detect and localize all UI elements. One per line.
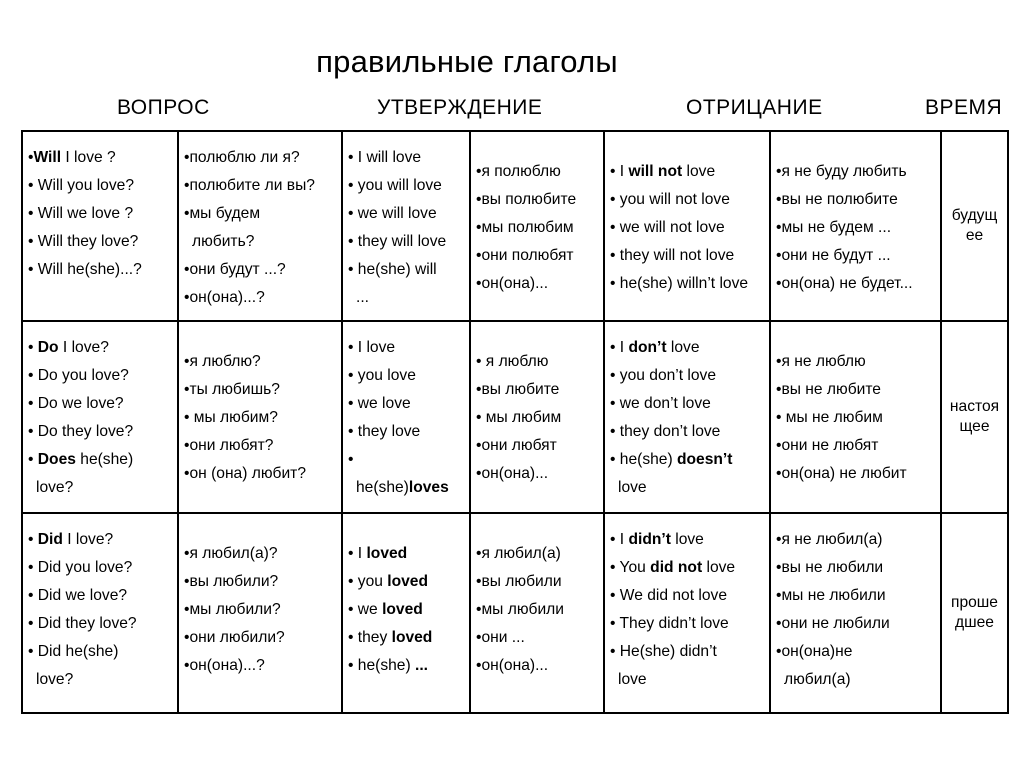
cell-line <box>610 446 769 474</box>
text: •они любят? <box>184 437 274 454</box>
text: he(she) <box>75 451 134 468</box>
cell-line <box>184 460 341 488</box>
cell-line <box>348 568 469 596</box>
text: • he(she) <box>610 451 677 468</box>
cell-line <box>28 446 177 474</box>
text: • Do we love? <box>28 395 124 412</box>
bold-text: Does <box>37 451 76 468</box>
text: • they will not love <box>610 247 735 264</box>
cell-line <box>184 404 341 432</box>
text: love? <box>36 479 74 496</box>
cell-line <box>776 666 940 694</box>
tense-line: ее <box>965 227 984 244</box>
text: любить? <box>192 233 255 250</box>
text: •вы любили <box>476 573 562 590</box>
cell-line <box>610 666 769 694</box>
cell-line <box>28 200 177 228</box>
text: • Do they love? <box>28 423 134 440</box>
tense-line: дшее <box>955 614 994 631</box>
text: • I <box>610 531 629 548</box>
text: •они любят <box>476 437 557 454</box>
bold-text: will not <box>628 163 683 180</box>
cell-line <box>184 172 341 200</box>
cell-negative-russian <box>770 131 941 321</box>
cell-line <box>476 348 603 376</box>
cell-affirmative-english <box>342 321 470 513</box>
bold-text: Do <box>37 339 59 356</box>
text: •он(она) не любит <box>776 465 907 482</box>
text: • Will we love ? <box>28 205 134 222</box>
text: • we <box>348 601 383 618</box>
cell-line <box>610 186 769 214</box>
text: • they will love <box>348 233 447 250</box>
text: love <box>618 479 647 496</box>
text: • you don’t love <box>610 367 717 384</box>
row-past <box>22 513 1008 713</box>
text: • he(she) will <box>348 261 437 278</box>
cell-line <box>28 666 177 694</box>
text: love? <box>36 671 74 688</box>
cell-line <box>184 432 341 460</box>
header-negative: ОТРИЦАНИЕ <box>686 96 823 119</box>
cell-line <box>610 582 769 610</box>
page-title: правильные глаголы <box>316 44 618 79</box>
cell-question-english <box>22 131 178 321</box>
cell-line <box>28 228 177 256</box>
bold-text: doesn’t <box>677 451 733 468</box>
text: •они не будут ... <box>776 247 891 264</box>
cell-question-russian <box>178 321 342 513</box>
text: • we will love <box>348 205 437 222</box>
cell-line <box>348 334 469 362</box>
text: • I will love <box>348 149 422 166</box>
text: • we don’t love <box>610 395 711 412</box>
cell-line <box>776 582 940 610</box>
cell-line <box>348 228 469 256</box>
text: • мы любим <box>476 409 562 426</box>
cell-line <box>776 242 940 270</box>
text: • Will you love? <box>28 177 134 194</box>
text: I love ? <box>61 149 116 166</box>
text: • they love <box>348 423 421 440</box>
tense-line: проше <box>951 594 998 611</box>
cell-line <box>348 390 469 418</box>
cell-line <box>28 554 177 582</box>
cell-line <box>28 418 177 446</box>
cell-line <box>610 638 769 666</box>
cell-line <box>184 540 341 568</box>
cell-line <box>348 624 469 652</box>
cell-line <box>28 526 177 554</box>
cell-line <box>610 554 769 582</box>
text: •они не любят <box>776 437 879 454</box>
cell-line <box>610 474 769 502</box>
cell-line <box>610 390 769 418</box>
text: love <box>618 671 647 688</box>
text: • <box>28 339 38 356</box>
text: • they don’t love <box>610 423 721 440</box>
bold-text: ... <box>415 657 428 674</box>
text: • they <box>348 629 392 646</box>
cell-line <box>476 540 603 568</box>
header-question: ВОПРОС <box>117 96 210 119</box>
cell-line <box>476 404 603 432</box>
cell-line <box>776 460 940 488</box>
cell-line <box>348 540 469 568</box>
cell-line <box>476 460 603 488</box>
cell-line <box>476 186 603 214</box>
text: love <box>666 339 700 356</box>
text: • Did you love? <box>28 559 133 576</box>
text: love <box>682 163 716 180</box>
cell-line <box>476 376 603 404</box>
bold-text: didn’t <box>628 531 671 548</box>
text: • I <box>610 163 629 180</box>
cell-line <box>610 610 769 638</box>
cell-line <box>776 348 940 376</box>
text: •я любил(а) <box>476 545 561 562</box>
text: •мы не будем ... <box>776 219 892 236</box>
cell-line <box>348 200 469 228</box>
tense-line: щее <box>959 418 990 435</box>
cell-negative-english <box>604 131 770 321</box>
cell-line <box>184 144 341 172</box>
cell-line <box>610 526 769 554</box>
cell-line <box>184 284 341 312</box>
text: • <box>28 531 38 548</box>
text: •он(она)не <box>776 643 853 660</box>
cell-line <box>776 404 940 432</box>
text: •полюблю ли я? <box>184 149 300 166</box>
cell-line <box>184 200 341 228</box>
cell-negative-english <box>604 321 770 513</box>
text: •мы будем <box>184 205 261 222</box>
cell-line <box>184 228 341 256</box>
text: • They didn’t love <box>610 615 729 632</box>
text: •он(она)... <box>476 275 549 292</box>
text: •он(она) не будет... <box>776 275 913 292</box>
text: •они будут ...? <box>184 261 286 278</box>
text: love <box>670 531 704 548</box>
text: • <box>348 451 354 468</box>
cell-question-english <box>22 321 178 513</box>
cell-line <box>776 214 940 242</box>
bold-text: loved <box>382 601 423 618</box>
cell-line <box>776 432 940 460</box>
cell-line <box>348 474 469 502</box>
bold-text: loved <box>387 573 429 590</box>
tense-line: будущ <box>951 207 998 224</box>
cell-line <box>348 284 469 312</box>
bold-text: loves <box>408 479 449 496</box>
cell-line <box>610 214 769 242</box>
cell-line <box>184 652 341 680</box>
cell-line <box>348 144 469 172</box>
text: • We did not love <box>610 587 727 604</box>
cell-question-english <box>22 513 178 713</box>
row-future <box>22 131 1008 321</box>
text: •они любили? <box>184 629 285 646</box>
text: любил(а) <box>784 671 851 688</box>
cell-line <box>610 362 769 390</box>
text: •полюбите ли вы? <box>184 177 315 194</box>
cell-negative-english <box>604 513 770 713</box>
cell-line <box>476 652 603 680</box>
text: • Will he(she)...? <box>28 261 142 278</box>
cell-line <box>476 242 603 270</box>
text: • <box>28 149 34 166</box>
text: •мы любили? <box>184 601 281 618</box>
text: •я люблю? <box>184 353 261 370</box>
text: • <box>28 451 38 468</box>
cell-line <box>610 242 769 270</box>
text: •он(она)...? <box>184 657 265 674</box>
cell-line <box>476 568 603 596</box>
text: • you will love <box>348 177 442 194</box>
cell-line <box>348 256 469 284</box>
cell-affirmative-russian <box>470 321 604 513</box>
cell-line <box>610 334 769 362</box>
cell-negative-russian <box>770 321 941 513</box>
cell-line <box>184 568 341 596</box>
text: I love? <box>58 339 109 356</box>
cell-line <box>776 526 940 554</box>
text: ... <box>356 289 369 306</box>
cell-line <box>610 158 769 186</box>
text: •они ... <box>476 629 525 646</box>
cell-line <box>184 256 341 284</box>
cell-line <box>348 596 469 624</box>
text: • I <box>610 339 629 356</box>
text: he(she) <box>356 479 409 496</box>
text: •вы не любите <box>776 381 881 398</box>
text: •мы полюбим <box>476 219 574 236</box>
cell-line <box>348 446 469 474</box>
text: •мы любили <box>476 601 564 618</box>
cell-tense <box>941 513 1008 713</box>
text: • Did we love? <box>28 587 128 604</box>
text: • Do you love? <box>28 367 129 384</box>
header-tense: ВРЕМЯ <box>925 96 1003 119</box>
cell-affirmative-russian <box>470 513 604 713</box>
cell-line <box>476 432 603 460</box>
text: • you <box>348 573 388 590</box>
text: • you love <box>348 367 416 384</box>
text: •они полюбят <box>476 247 574 264</box>
text: • Did he(she) <box>28 643 119 660</box>
cell-line <box>28 474 177 502</box>
cell-line <box>184 348 341 376</box>
text: •он (она) любит? <box>184 465 307 482</box>
text: • you will not love <box>610 191 730 208</box>
text: • You <box>610 559 651 576</box>
text: •он(она)...? <box>184 289 265 306</box>
text: • I love <box>348 339 396 356</box>
text: •я не любил(а) <box>776 531 883 548</box>
text: •я не буду любить <box>776 163 907 180</box>
text: •мы не любили <box>776 587 886 604</box>
text: • we will not love <box>610 219 725 236</box>
bold-text: Will <box>33 149 62 166</box>
text: • I <box>348 545 367 562</box>
text: • He(she) didn’t <box>610 643 717 660</box>
text: • he(she) <box>348 657 415 674</box>
text: love <box>702 559 736 576</box>
text: •я любил(а)? <box>184 545 278 562</box>
cell-line <box>776 186 940 214</box>
cell-affirmative-english <box>342 513 470 713</box>
cell-line <box>776 270 940 298</box>
verb-table <box>21 130 1009 714</box>
cell-question-russian <box>178 131 342 321</box>
cell-line <box>776 376 940 404</box>
bold-text: loved <box>391 629 433 646</box>
text: • Did they love? <box>28 615 137 632</box>
cell-line <box>776 610 940 638</box>
cell-line <box>476 270 603 298</box>
text: • Will they love? <box>28 233 139 250</box>
cell-negative-russian <box>770 513 941 713</box>
text: •он(она)... <box>476 465 549 482</box>
cell-tense <box>941 131 1008 321</box>
cell-line <box>348 362 469 390</box>
text: •ты любишь? <box>184 381 280 398</box>
cell-line <box>348 652 469 680</box>
cell-line <box>28 638 177 666</box>
text: • мы любим? <box>184 409 278 426</box>
cell-line <box>28 256 177 284</box>
text: • he(she) willn’t love <box>610 275 749 292</box>
header-affirmative: УТВЕРЖДЕНИЕ <box>377 96 543 119</box>
cell-line <box>476 158 603 186</box>
cell-line <box>476 596 603 624</box>
cell-line <box>610 418 769 446</box>
cell-line <box>476 624 603 652</box>
bold-text: did not <box>650 559 703 576</box>
text: I love? <box>62 531 114 548</box>
cell-affirmative-russian <box>470 131 604 321</box>
cell-line <box>28 334 177 362</box>
bold-text: loved <box>366 545 408 562</box>
cell-line <box>28 582 177 610</box>
text: •вы любили? <box>184 573 279 590</box>
cell-question-russian <box>178 513 342 713</box>
text: • we love <box>348 395 411 412</box>
cell-line <box>184 376 341 404</box>
cell-line <box>348 172 469 200</box>
text: •вы не любили <box>776 559 884 576</box>
cell-line <box>184 624 341 652</box>
text: •они не любили <box>776 615 890 632</box>
text: •вы полюбите <box>476 191 577 208</box>
tense-line: настоя <box>949 398 1000 415</box>
row-present <box>22 321 1008 513</box>
text: •я полюблю <box>476 163 561 180</box>
cell-line <box>348 418 469 446</box>
text: •я не люблю <box>776 353 866 370</box>
cell-line <box>28 144 177 172</box>
cell-line <box>776 554 940 582</box>
bold-text: Did <box>37 531 63 548</box>
text: • мы не любим <box>776 409 883 426</box>
cell-affirmative-english <box>342 131 470 321</box>
text: •вы любите <box>476 381 560 398</box>
cell-line <box>184 596 341 624</box>
cell-line <box>776 158 940 186</box>
cell-line <box>476 214 603 242</box>
cell-line <box>28 390 177 418</box>
text: • я люблю <box>476 353 549 370</box>
cell-line <box>28 172 177 200</box>
cell-line <box>28 610 177 638</box>
cell-line <box>776 638 940 666</box>
text: •вы не полюбите <box>776 191 898 208</box>
cell-line <box>28 362 177 390</box>
cell-tense <box>941 321 1008 513</box>
bold-text: don’t <box>628 339 667 356</box>
cell-line <box>610 270 769 298</box>
text: •он(она)... <box>476 657 549 674</box>
